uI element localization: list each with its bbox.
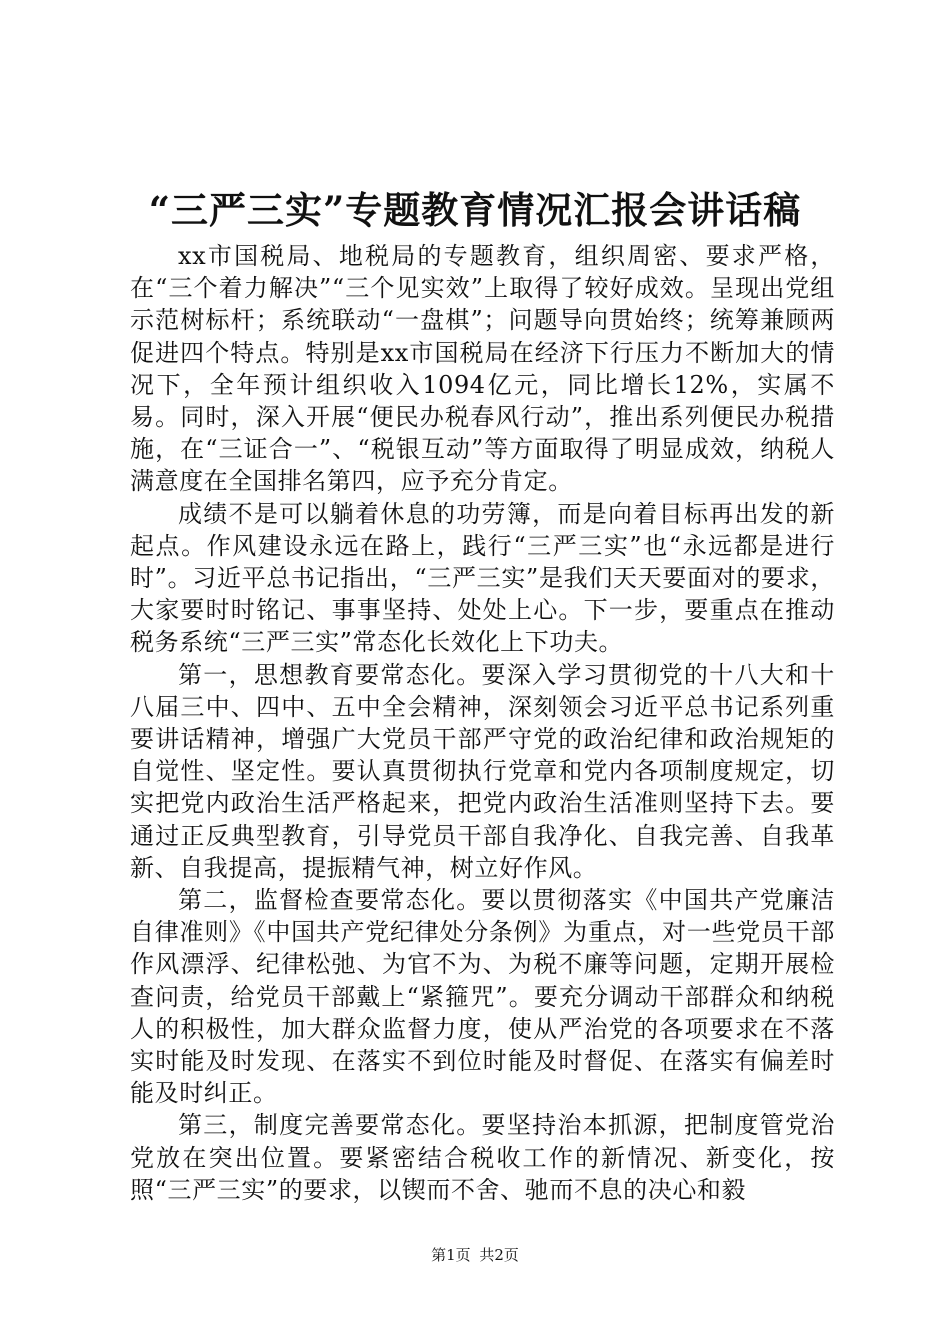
paragraph-2: 成绩不是可以躺着休息的功劳簿，而是向着目标再出发的新起点。作风建设永远在路上，践行“三严三实”也“永远都是进行时”。习近平总书记指出，“三严三实”是我们天天要面对的要求，大家要时时铭记、事事坚持、处处上心。下一步，要重点在推动税务系统“三严三实”常态化长效化上下功夫。 [130, 499, 835, 657]
page-number: 第1页 [431, 1246, 471, 1264]
paragraph-4: 第二，监督检查要常态化。要以贯彻落实《中国共产党廉洁自律准则》《中国共产党纪律处分条例》为重点，对一些党员干部作风漂浮、纪律松弛、为官不为、为税不廉等问题，定期开展检查问责，给党员干部戴上“紧箍咒”。要充分调动干部群众和纳税人的积极性，加大群众监督力度，使从严治党的各项要求在不落实时能及时发现、在落实不到位时能及时督促、在落实有偏差时能及时纠正。 [130, 886, 835, 1108]
page-total: 共2页 [479, 1246, 519, 1264]
document-body [130, 240, 835, 1206]
paragraph-3: 第一，思想教育要常态化。要深入学习贯彻党的十八大和十八届三中、四中、五中全会精神，深刻领会习近平总书记系列重要讲话精神，增强广大党员干部严守党的政治纪律和政治规矩的自觉性、坚定性。要认真贯彻执行党章和党内各项制度规定，切实把党内政治生活严格起来，把党内政治生活准则坚持下去。要通过正反典型教育，引导党员干部自我净化、自我完善、自我革新、自我提高，提振精气神，树立好作风。 [130, 660, 835, 882]
paragraph-5: 第三，制度完善要常态化。要坚持治本抓源，把制度管党治党放在突出位置。要紧密结合税收工作的新情况、新变化，按照“三严三实”的要求，以锲而不舍、驰而不息的决心和毅 [130, 1111, 835, 1204]
document-title: “三严三实”专题教育情况汇报会讲话稿 [148, 188, 802, 232]
paragraph-1: xx市国税局、地税局的专题教育，组织周密、要求严格，在“三个着力解决”“三个见实效”上取得了较好成效。呈现出党组示范树标杆；系统联动“一盘棋”；问题导向贯始终；统筹兼顾两促进四个特点。特别是xx市国税局在经济下行压力不断加大的情况下，全年预计组织收入1094亿元，同比增长12%，实属不易。同时，深入开展“便民办税春风行动”，推出系列便民办税措施，在“三证合一”、“税银互动”等方面取得了明显成效，纳税人满意度在全国排名第四，应予充分肯定。 [130, 242, 835, 496]
page-footer [0, 1244, 950, 1266]
